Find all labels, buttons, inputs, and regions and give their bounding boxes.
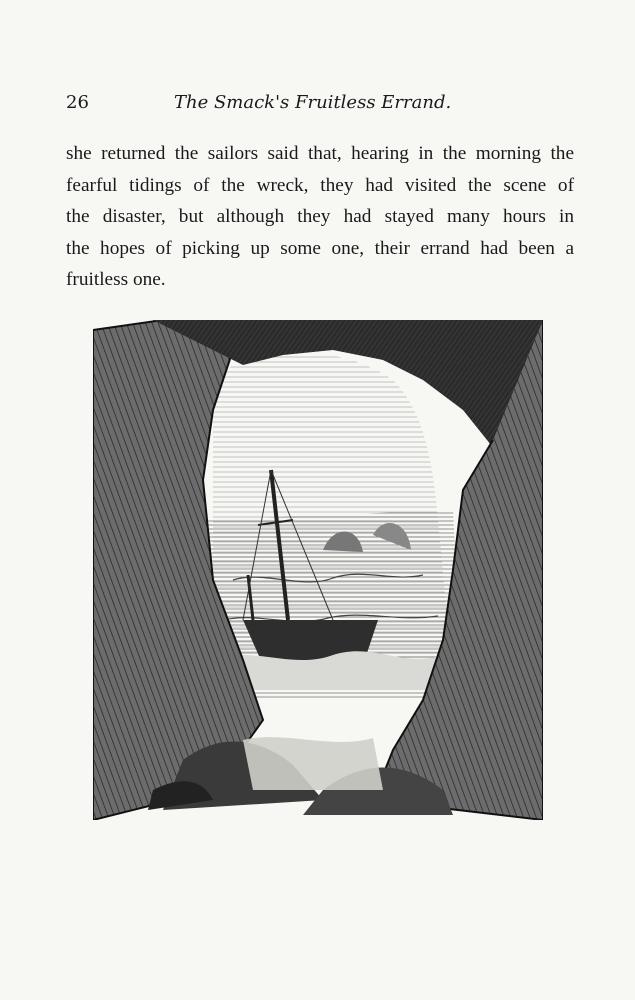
- page-header: [66, 92, 472, 122]
- page-number: 26: [66, 92, 89, 113]
- text-line: fruitless one.: [66, 269, 166, 290]
- text-line: fearful tidings of the wreck, they had visited the scene of: [66, 174, 574, 196]
- text-line: she returned the sailors said that, hearing in the morning the: [66, 143, 574, 164]
- shipwreck-engraving: [93, 320, 543, 820]
- text-line: the disaster, but although they had stayed many hours in: [66, 206, 574, 227]
- running-title: The Smack's Fruitless Errand.: [174, 92, 452, 113]
- text-line: the hopes of picking up some one, their errand had been a: [66, 237, 574, 259]
- body-paragraph: [66, 138, 574, 296]
